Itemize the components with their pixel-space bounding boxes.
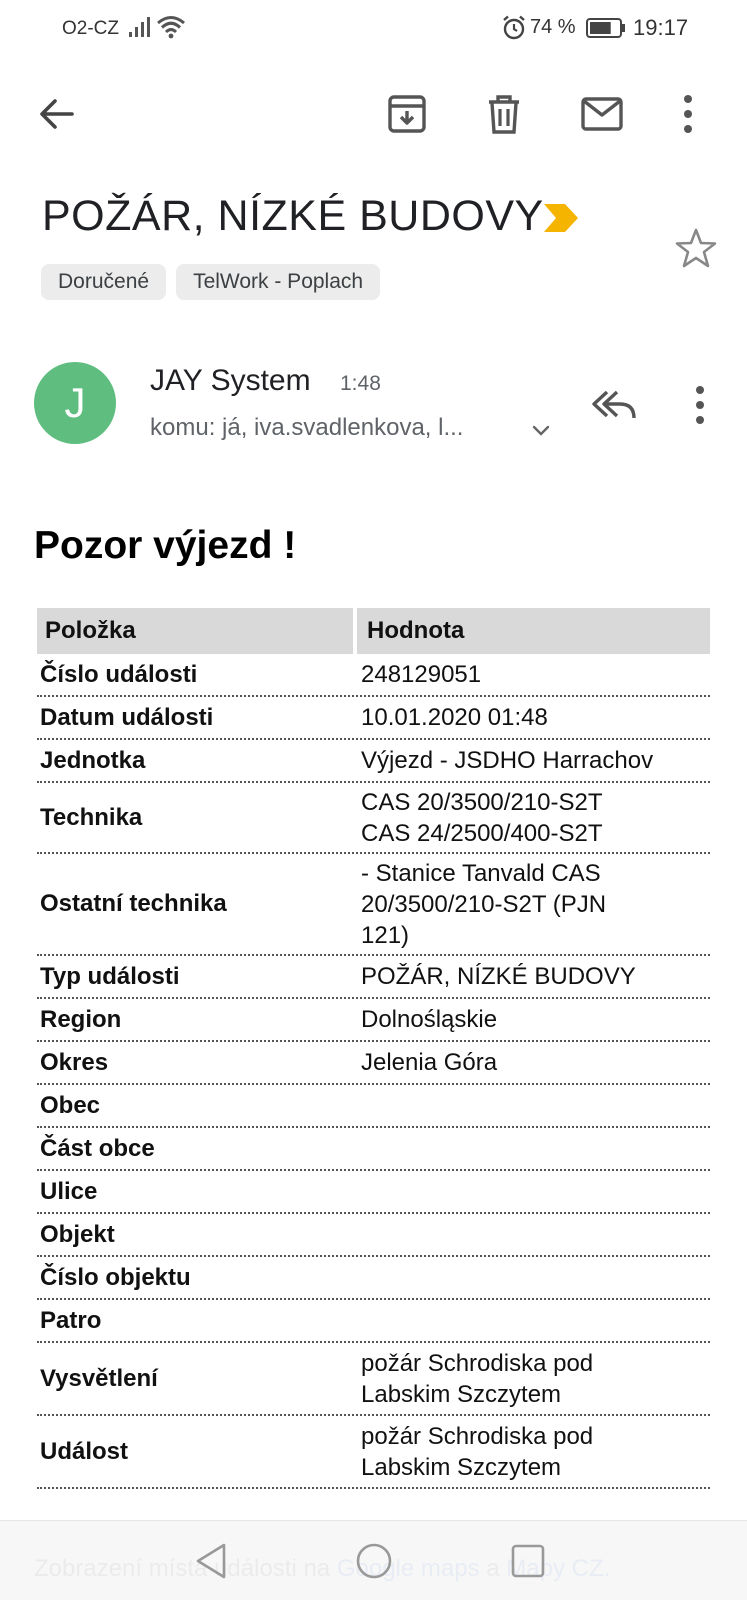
back-button[interactable] bbox=[32, 90, 80, 138]
row-value bbox=[357, 1004, 710, 1035]
table-row bbox=[37, 1300, 710, 1343]
row-value-line: 20/3500/210-S2T (PJN bbox=[361, 890, 607, 918]
table-row bbox=[37, 1085, 710, 1128]
carrier-label: O2-CZ bbox=[62, 18, 119, 39]
message-more-icon[interactable] bbox=[680, 384, 720, 428]
table-row bbox=[37, 1257, 710, 1300]
nav-back-icon[interactable] bbox=[190, 1539, 234, 1583]
table-row bbox=[37, 783, 710, 854]
sender-avatar[interactable]: J bbox=[34, 362, 116, 444]
row-key: Část obce bbox=[40, 1134, 155, 1162]
recipients-summary[interactable]: komu: já, iva.svadlenkova, l... bbox=[150, 414, 464, 441]
incident-table bbox=[37, 608, 710, 1489]
table-row bbox=[37, 1171, 710, 1214]
label-chip-inbox[interactable]: Doručené bbox=[41, 264, 166, 300]
importance-marker-icon[interactable] bbox=[543, 203, 579, 233]
row-value-line: Dolnośląskie bbox=[361, 1006, 498, 1033]
row-value-line: 248129051 bbox=[361, 661, 482, 688]
table-row bbox=[37, 1343, 710, 1416]
archive-icon bbox=[386, 93, 428, 135]
row-key: Datum události bbox=[40, 703, 214, 731]
table-row bbox=[37, 697, 710, 740]
table-row bbox=[37, 740, 710, 783]
sent-time: 1:48 bbox=[340, 372, 381, 395]
table-row bbox=[37, 999, 710, 1042]
row-value bbox=[357, 1421, 710, 1483]
row-key: Okres bbox=[40, 1048, 109, 1076]
trash-icon bbox=[484, 93, 524, 135]
row-value bbox=[357, 858, 710, 951]
reply-all-icon[interactable] bbox=[590, 384, 638, 428]
battery-percent: 74 % bbox=[530, 16, 576, 38]
mark-unread-button[interactable] bbox=[578, 90, 626, 138]
delete-button[interactable] bbox=[480, 90, 528, 138]
row-value-line: požár Schrodiska pod bbox=[361, 1349, 594, 1377]
nav-home-icon[interactable] bbox=[352, 1539, 396, 1583]
row-value bbox=[357, 1348, 710, 1410]
table-body bbox=[37, 654, 710, 1489]
row-value-line: CAS 24/2500/400-S2T bbox=[361, 819, 603, 847]
system-navigation-bar bbox=[0, 1520, 747, 1600]
row-key: Typ události bbox=[40, 962, 180, 990]
row-key: Jednotka bbox=[40, 746, 146, 774]
row-value-line: 121) bbox=[361, 921, 410, 949]
row-value bbox=[357, 745, 710, 776]
row-value bbox=[357, 961, 710, 992]
table-header bbox=[37, 608, 710, 654]
row-key: Číslo objektu bbox=[40, 1263, 191, 1291]
archive-button[interactable] bbox=[383, 90, 431, 138]
header-value: Hodnota bbox=[357, 608, 710, 654]
table-row bbox=[37, 956, 710, 999]
arrow-left-icon bbox=[36, 94, 76, 134]
table-row bbox=[37, 654, 710, 697]
row-value bbox=[357, 702, 710, 733]
row-value-line: Labskim Szczytem bbox=[361, 1453, 562, 1481]
row-value bbox=[357, 659, 710, 690]
alarm-icon bbox=[502, 15, 526, 41]
row-key: Technika bbox=[40, 803, 143, 831]
row-key: Událost bbox=[40, 1437, 129, 1465]
clock: 19:17 bbox=[633, 15, 689, 40]
row-value-line: CAS 20/3500/210-S2T bbox=[361, 788, 603, 816]
row-key: Obec bbox=[40, 1091, 101, 1119]
label-chip-telwork[interactable]: TelWork - Poplach bbox=[176, 264, 380, 300]
row-value bbox=[357, 787, 710, 849]
row-value bbox=[357, 1047, 710, 1078]
label-chips bbox=[41, 264, 380, 300]
row-key: Ostatní technika bbox=[40, 890, 227, 917]
wifi-icon bbox=[156, 14, 186, 40]
table-row bbox=[37, 854, 710, 956]
header-key: Položka bbox=[37, 608, 353, 654]
table-row bbox=[37, 1128, 710, 1171]
message-heading: Pozor výjezd ! bbox=[34, 524, 297, 567]
table-row bbox=[37, 1416, 710, 1489]
row-value-line: Výjezd - JSDHO Harrachov bbox=[361, 747, 654, 774]
row-value-line: Jelenia Góra bbox=[361, 1049, 498, 1076]
row-key: Objekt bbox=[40, 1220, 115, 1248]
more-vert-icon bbox=[682, 94, 694, 134]
mail-icon bbox=[580, 96, 624, 132]
email-subject: POŽÁR, NÍZKÉ BUDOVY bbox=[42, 192, 544, 240]
row-value-line: 10.01.2020 01:48 bbox=[361, 704, 548, 731]
row-value-line: požár Schrodiska pod bbox=[361, 1422, 594, 1450]
row-key: Vysvětlení bbox=[40, 1364, 158, 1392]
chevron-down-icon[interactable] bbox=[530, 420, 552, 442]
battery-icon bbox=[586, 18, 626, 38]
row-value-line: POŽÁR, NÍZKÉ BUDOVY bbox=[361, 963, 636, 990]
signal-icon bbox=[128, 16, 152, 38]
row-value-line: Labskim Szczytem bbox=[361, 1380, 562, 1408]
star-icon[interactable] bbox=[674, 226, 718, 270]
nav-recents-icon[interactable] bbox=[506, 1539, 550, 1583]
sender-name: JAY System bbox=[150, 364, 311, 397]
table-row bbox=[37, 1214, 710, 1257]
row-key: Region bbox=[40, 1005, 122, 1033]
row-key: Číslo události bbox=[40, 660, 198, 688]
more-options-button[interactable] bbox=[664, 90, 712, 138]
row-value-line: - Stanice Tanvald CAS bbox=[361, 859, 601, 887]
table-row bbox=[37, 1042, 710, 1085]
status-bar bbox=[0, 0, 747, 56]
row-key: Ulice bbox=[40, 1177, 98, 1205]
row-key: Patro bbox=[40, 1306, 102, 1334]
